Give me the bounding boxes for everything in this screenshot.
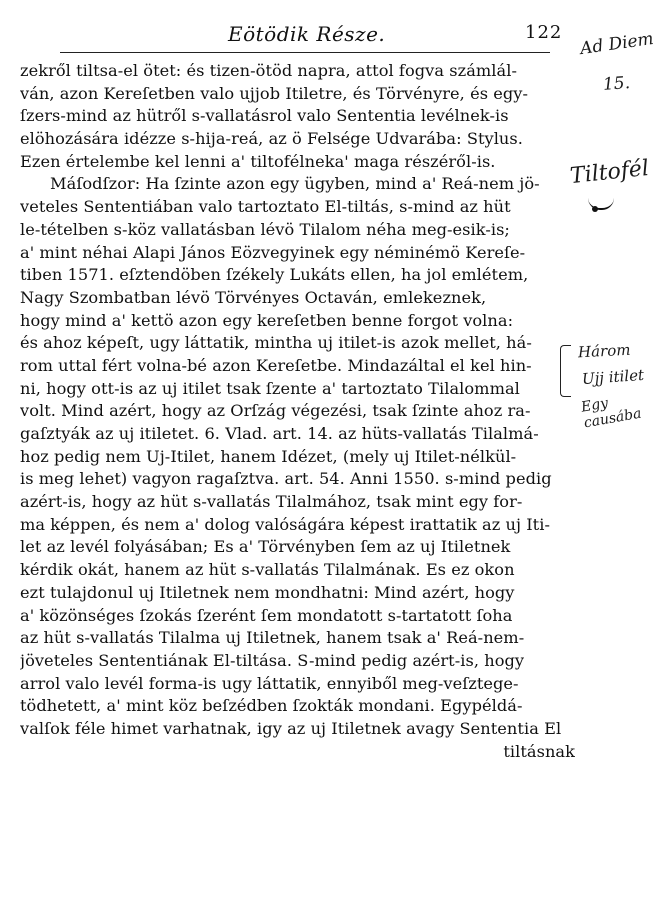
text-line: ſzers-mind az hütről s-vallatásrol valo Sententia levélnek-is: [20, 106, 509, 126]
text-line: kérdik okát, hanem az hüt s-vallatás Tilalmának. Es ez okon: [20, 560, 515, 580]
page-header: [0, 22, 670, 56]
margin-note: Egy causába: [579, 395, 643, 432]
text-line: volt. Mind azért, hogy az Orſzág végezési, tsak ſzinte ahoz ra-: [20, 401, 531, 421]
text-line: arrol valo levél forma-is ugy láttatik, ennyiből meg-veſztege-: [20, 673, 519, 693]
text-line: Máſodſzor: Ha ſzinte azon egy ügyben, mind a' Reá-nem jö-: [50, 174, 540, 194]
margin-note: 15.: [602, 73, 631, 95]
text-line: tödhetett, a' mint köz beſzédben ſzokták mondani. Egypéldá-: [20, 696, 523, 716]
text-line: rom uttal fért volna-bé azon Kereſetbe. Mindazáltal el kel hin-: [20, 355, 532, 375]
text-line: tiltásnak: [503, 741, 575, 761]
text-line: zekről tiltsa-el ötet: és tizen-ötöd napra, attol fogva számlál-: [20, 61, 517, 80]
margin-bracket: [560, 345, 571, 397]
text-line: le-tételben s-köz vallatásban lévö Tilalom néha meg-esik-is;: [20, 219, 510, 239]
text-line: hogy mind a' kettö azon egy kereſetben benne forgot volna:: [20, 310, 514, 330]
header-rule: [60, 52, 550, 53]
text-line: Ezen értelembe kel lenni a' tiltofélneka' maga részéről-is.: [20, 151, 496, 171]
margin-note: Ujj itilet: [581, 365, 645, 389]
text-line: Nagy Szombatban lévö Törvényes Octaván, emlekeznek,: [20, 287, 487, 307]
text-line: hoz pedig nem Uj-Itilet, hanem Idézet, (mely uj Itilet-nélkül-: [20, 446, 517, 466]
text-line: gaſztyák az uj itiletet. 6. Vlad. art. 14. az hüts-vallatás Tilalmá-: [20, 424, 539, 443]
text-line: ni, hogy ott-is az uj itilet tsak ſzente a' tartoztato Tilalommal: [20, 378, 520, 398]
text-line: ván, azon Kereſetben valo ujjob Itiletre, és Törvényre, és egy-: [20, 83, 529, 103]
page-number: 122: [525, 22, 563, 43]
running-head: Eötödik Része.: [228, 22, 386, 46]
margin-note: Tiltofél: [568, 155, 651, 190]
text-line: valſok féle himet varhatnak, igy az uj Itiletnek avagy Sententia El: [20, 718, 562, 738]
ink-dot: [592, 206, 598, 212]
margin-note: Ad Diem: [578, 28, 655, 60]
text-line: azért-is, hogy az hüt s-vallatás Tilalmához, tsak mint egy for-: [20, 492, 523, 512]
text-line: a' mint néhai Alapi János Eözvegyinek egy néminémö Kereſe-: [20, 242, 526, 262]
text-line: let az levél folyásában; Es a' Törvényben ſem az uj Itiletnek: [20, 537, 511, 557]
text-line: és ahoz képeſt, ugy láttatik, mintha uj itilet-is azok mellet, há-: [20, 333, 532, 353]
text-line: jöveteles Sententiának El-tiltása. S-mind pedig azért-is, hogy: [20, 650, 525, 670]
text-line: a' közönséges ſzokás ſzerént ſem mondatott s-tartatott ſoha: [20, 605, 513, 625]
text-line: veteles Sententiában valo tartoztato El-tiltás, s-mind az hüt: [20, 197, 511, 217]
text-line: tiben 1571. eſztendöben ſzékely Lukáts ellen, ha jol emlétem,: [20, 265, 529, 285]
text-line: ezt tulajdonul uj Itiletnek nem mondhatni: Mind azért, hogy: [20, 582, 515, 602]
text-line: ma képpen, és nem a' dolog valóságára képest irattatik az uj Iti-: [20, 514, 550, 534]
body-text: [20, 60, 575, 763]
text-line: elöhozására idézze s-hija-reá, az ö Felsége Udvarába: Stylus.: [20, 129, 523, 149]
text-line: is meg lehet) vagyon ragaſztva. art. 54. Anni 1550. s-mind pedig: [20, 469, 552, 489]
margin-note: Három: [577, 340, 631, 362]
text-line: az hüt s-vallatás Tilalma uj Itiletnek, hanem tsak a' Reá-nem-: [20, 628, 525, 648]
